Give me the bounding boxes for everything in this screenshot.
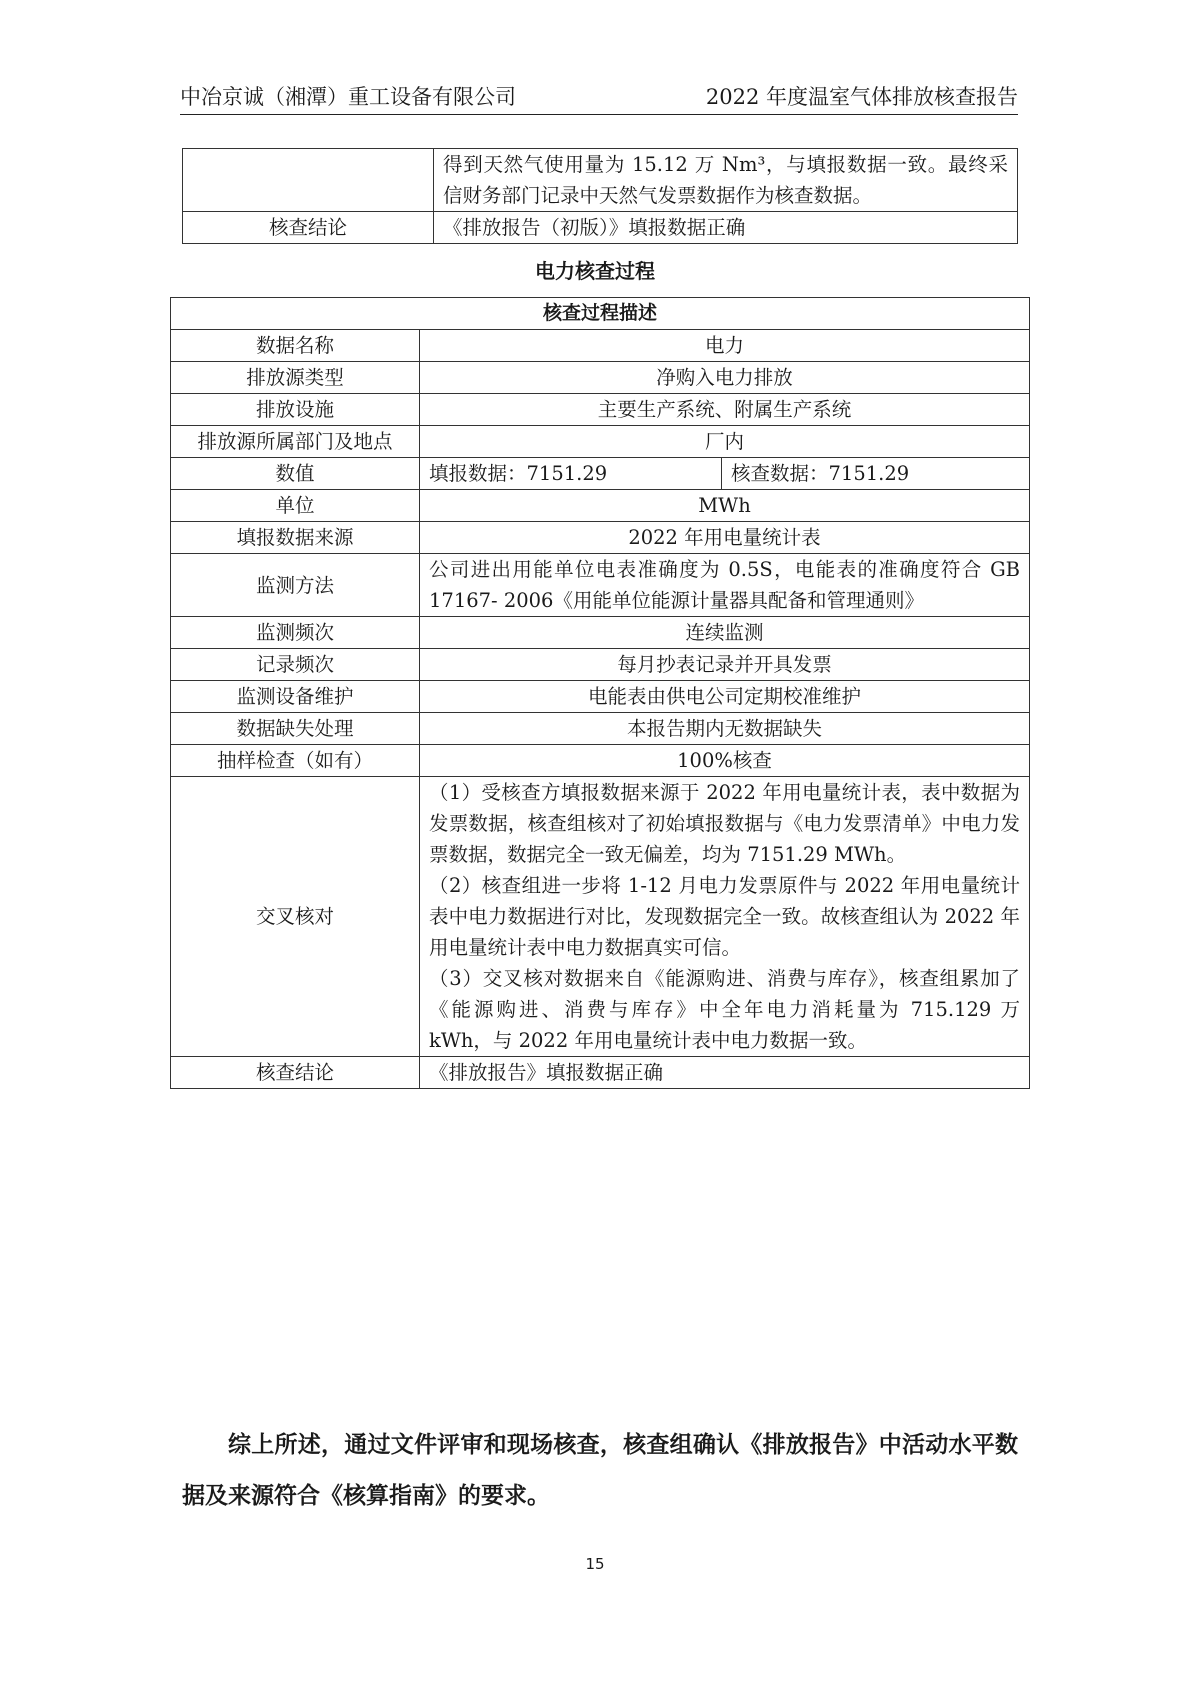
row-label: 抽样检查（如有） <box>171 745 420 777</box>
table-row <box>171 522 1030 554</box>
row-value: MWh <box>420 490 1030 522</box>
row-label: 排放源类型 <box>171 362 420 394</box>
gas-verification-table-continued <box>182 148 1018 244</box>
row-value: 2022 年用电量统计表 <box>420 522 1030 554</box>
row-value: 每月抄表记录并开具发票 <box>420 649 1030 681</box>
row-label: 填报数据来源 <box>171 522 420 554</box>
row-value: 本报告期内无数据缺失 <box>420 713 1030 745</box>
section-title: 电力核查过程 <box>535 259 655 283</box>
table-row <box>171 394 1030 426</box>
conclusion-value: 《排放报告（初版）》填报数据正确 <box>434 212 1018 244</box>
row-label: 数值 <box>171 458 420 490</box>
row-label: 监测方法 <box>171 554 420 617</box>
table-row <box>171 458 1030 490</box>
conclusion-label: 核查结论 <box>183 212 434 244</box>
row-label: 单位 <box>171 490 420 522</box>
table-header-row <box>171 298 1030 330</box>
row-value: 厂内 <box>420 426 1030 458</box>
row-value: 净购入电力排放 <box>420 362 1030 394</box>
table-row <box>183 212 1018 244</box>
row-label: 监测频次 <box>171 617 420 649</box>
row-value: 主要生产系统、附属生产系统 <box>420 394 1030 426</box>
cross-check-paragraph-3: （3）交叉核对数据来自《能源购进、消费与库存》，核查组累加了《能源购进、消费与库存》中全年电力消耗量为 715.129 万 kWh，与 2022 年用电量统计表中电力数据一致。 <box>429 967 1020 1052</box>
table-row <box>171 426 1030 458</box>
cross-check-paragraph-2: （2）核查组进一步将 1-12 月电力发票原件与 2022 年用电量统计表中电力数据进行对比，发现数据完全一致。故核查组认为 2022 年用电量统计表中电力数据真实可信。 <box>429 874 1020 959</box>
cross-check-content <box>420 777 1030 1057</box>
row-value: 电力 <box>420 330 1030 362</box>
table-head: 核查过程描述 <box>171 298 1030 330</box>
empty-label-cell <box>183 149 434 212</box>
table-row <box>171 713 1030 745</box>
continued-text: 得到天然气使用量为 15.12 万 Nm³，与填报数据一致。最终采信财务部门记录中天然气发票数据作为核查数据。 <box>434 149 1018 212</box>
row-value: 连续监测 <box>420 617 1030 649</box>
row-value: 《排放报告》填报数据正确 <box>420 1057 1030 1089</box>
table-row <box>171 617 1030 649</box>
table-row <box>171 1057 1030 1089</box>
verified-value: 核查数据：7151.29 <box>722 458 1030 490</box>
electricity-verification-table <box>170 297 1030 1089</box>
report-title: 2022 年度温室气体排放核查报告 <box>705 85 1018 109</box>
row-label: 监测设备维护 <box>171 681 420 713</box>
row-label: 数据名称 <box>171 330 420 362</box>
table-row <box>183 149 1018 212</box>
table-row <box>171 490 1030 522</box>
table-row <box>171 330 1030 362</box>
row-label: 排放设施 <box>171 394 420 426</box>
page-header <box>180 84 1018 115</box>
row-value: 100%核查 <box>420 745 1030 777</box>
row-label: 排放源所属部门及地点 <box>171 426 420 458</box>
row-label: 核查结论 <box>171 1057 420 1089</box>
row-label: 记录频次 <box>171 649 420 681</box>
table-row <box>171 745 1030 777</box>
cross-check-paragraph-1: （1）受核查方填报数据来源于 2022 年用电量统计表，表中数据为发票数据，核查组核对了初始填报数据与《电力发票清单》中电力发票数据，数据完全一致无偏差，均为 7151.29 MWh。 <box>429 781 1020 866</box>
summary-paragraph: 综上所述，通过文件评审和现场核查，核查组确认《排放报告》中活动水平数据及来源符合《核算指南》的要求。 <box>182 1432 1018 1509</box>
table-row <box>171 649 1030 681</box>
table-row <box>171 777 1030 1057</box>
reported-value: 填报数据：7151.29 <box>420 458 722 490</box>
row-label: 数据缺失处理 <box>171 713 420 745</box>
row-value: 电能表由供电公司定期校准维护 <box>420 681 1030 713</box>
row-label: 交叉核对 <box>171 777 420 1057</box>
company-name: 中冶京诚（湘潭）重工设备有限公司 <box>180 85 516 109</box>
table-row <box>171 362 1030 394</box>
table-row <box>171 554 1030 617</box>
page-number: 15 <box>585 1555 605 1573</box>
table-row <box>171 681 1030 713</box>
row-value: 公司进出用能单位电表准确度为 0.5S，电能表的准确度符合 GB 17167- 2006《用能单位能源计量器具配备和管理通则》 <box>420 554 1030 617</box>
